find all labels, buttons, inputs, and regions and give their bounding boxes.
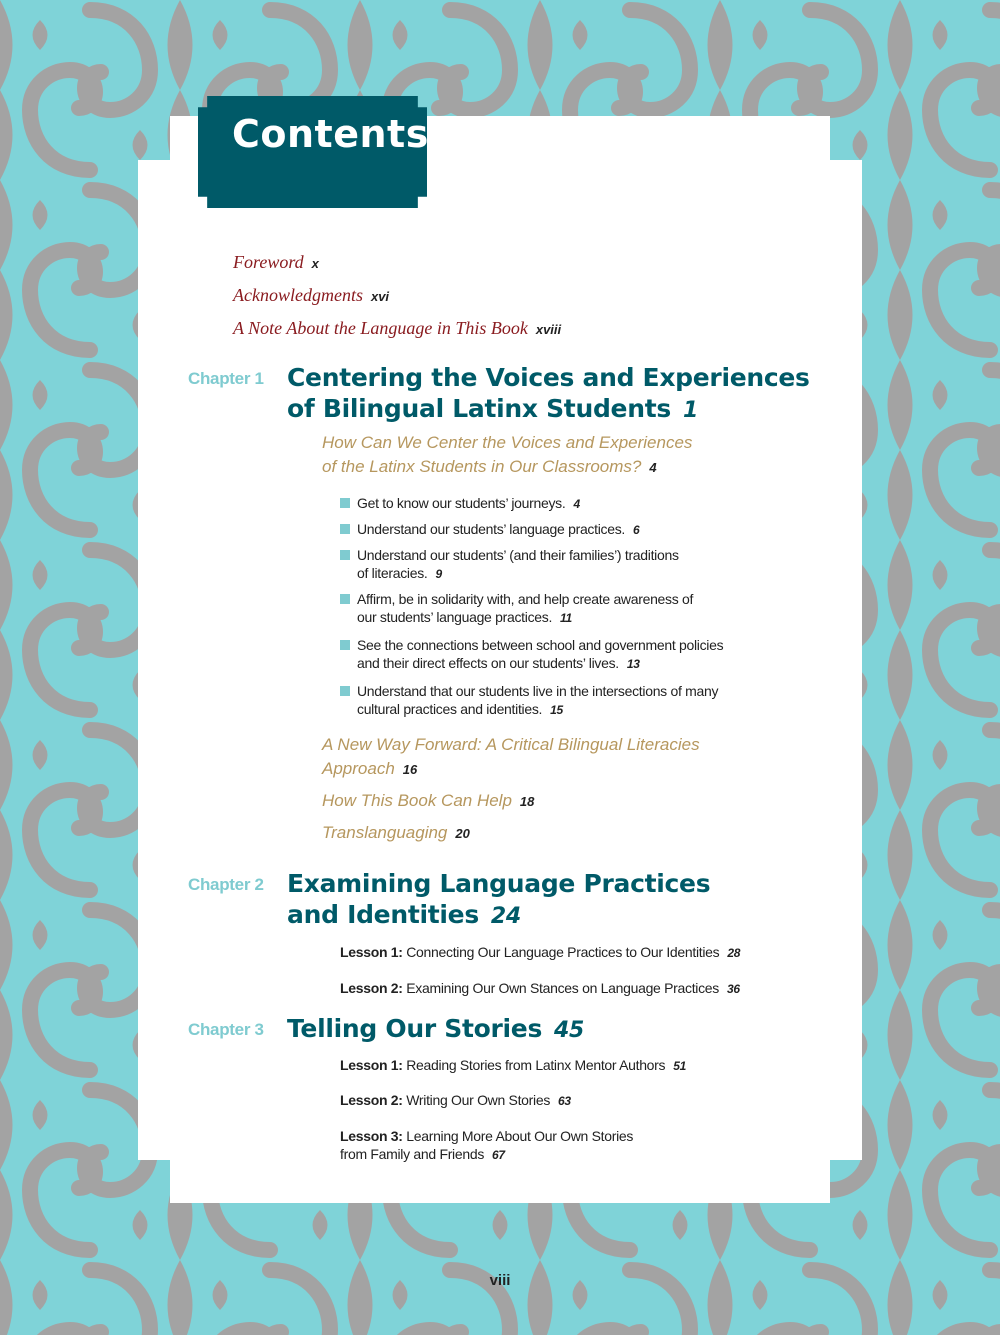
page-number: 16: [402, 762, 418, 777]
page-number: xvi: [370, 289, 390, 304]
lesson-entry[interactable]: [340, 979, 740, 998]
bullet-text: Understand our students’ (and their families’) traditions: [357, 547, 679, 563]
lesson-title: Examining Our Own Stances on Language Practices: [406, 980, 719, 996]
page-number: 18: [519, 794, 535, 809]
toc-entry-foreword[interactable]: [233, 252, 319, 273]
panel-notch: [138, 160, 170, 1160]
chapter-page-number: 24: [490, 904, 521, 929]
bullet-text: and their direct effects on our students’ lives.: [357, 655, 619, 671]
lesson-label: Lesson 2:: [340, 1092, 403, 1108]
page-number: 28: [727, 946, 741, 960]
page-number: 67: [492, 1148, 505, 1162]
lesson-title: Writing Our Own Stories: [406, 1092, 551, 1108]
section-heading[interactable]: [322, 431, 692, 480]
page-number: 51: [673, 1059, 686, 1073]
chapter-label: Chapter 2: [188, 875, 264, 894]
square-bullet-icon: [340, 498, 350, 508]
entry-label: Acknowledgments: [233, 285, 363, 305]
bullet-text: See the connections between school and government policies: [357, 637, 724, 653]
lesson-entry[interactable]: [340, 943, 740, 962]
page-number: 11: [560, 611, 572, 625]
chapter-title[interactable]: [287, 868, 710, 932]
page-number: 4: [649, 460, 657, 475]
square-bullet-icon: [340, 594, 350, 604]
chapter-title-line: Examining Language Practices: [287, 869, 711, 898]
page-folio: viii: [489, 1272, 511, 1289]
chapter-title-line: of Bilingual Latinx Students: [287, 394, 671, 423]
section-heading[interactable]: [322, 821, 470, 846]
square-bullet-icon: [340, 550, 350, 560]
bullet-text: cultural practices and identities.: [357, 701, 543, 717]
page-number: xviii: [535, 322, 562, 337]
section-line: Translanguaging: [322, 823, 448, 842]
chapter-page-number: 1: [682, 398, 698, 423]
bullet-item[interactable]: [342, 546, 679, 583]
square-bullet-icon: [340, 640, 350, 650]
panel-notch: [830, 160, 862, 1160]
entry-label: Foreword: [233, 252, 304, 272]
lesson-entry[interactable]: [340, 1127, 633, 1164]
section-heading[interactable]: [322, 733, 700, 782]
bullet-item[interactable]: [342, 590, 693, 627]
bullet-text: Understand our students’ language practices.: [357, 521, 626, 537]
chapter-title-line: Centering the Voices and Experiences: [287, 363, 810, 392]
page-number: 9: [435, 567, 442, 581]
chapter-title-line: and Identities: [287, 900, 479, 929]
chapter-label: Chapter 1: [188, 369, 264, 388]
chapter-title-line: Telling Our Stories: [287, 1014, 543, 1043]
chapter-title[interactable]: [287, 362, 810, 426]
bullet-text: Understand that our students live in the intersections of many: [357, 683, 719, 699]
bullet-item[interactable]: [342, 494, 580, 513]
page-title: Contents: [232, 112, 429, 156]
section-line: How Can We Center the Voices and Experiences: [322, 433, 693, 452]
chapter-label: Chapter 3: [188, 1020, 264, 1039]
lesson-entry[interactable]: [340, 1091, 571, 1110]
toc-entry-acknowledgments[interactable]: [233, 285, 389, 306]
lesson-label: Lesson 1:: [340, 1057, 403, 1073]
lesson-title: Connecting Our Language Practices to Our Identities: [406, 944, 720, 960]
lesson-title: from Family and Friends: [340, 1146, 485, 1162]
page-number: 15: [550, 703, 563, 717]
bullet-text: our students’ language practices.: [357, 609, 553, 625]
square-bullet-icon: [340, 524, 350, 534]
lesson-title: Learning More About Our Own Stories: [406, 1128, 634, 1144]
section-heading[interactable]: [322, 789, 534, 814]
page-number: 63: [558, 1094, 571, 1108]
entry-label: A Note About the Language in This Book: [233, 318, 528, 338]
page-number: 6: [633, 523, 640, 537]
page-number: 4: [573, 497, 580, 511]
page-number: 13: [626, 657, 640, 671]
section-line: How This Book Can Help: [322, 791, 512, 810]
page-number: 20: [455, 826, 470, 841]
page-number: 36: [727, 982, 740, 996]
lesson-label: Lesson 3:: [340, 1128, 403, 1144]
lesson-entry[interactable]: [340, 1056, 686, 1075]
section-line: A New Way Forward: A Critical Bilingual Literacies: [322, 735, 700, 754]
page-number: x: [311, 256, 319, 271]
section-line: Approach: [322, 759, 395, 778]
toc-entry-language-note[interactable]: [233, 318, 561, 339]
chapter-page-number: 45: [554, 1018, 585, 1043]
bullet-text: Get to know our students’ journeys.: [357, 495, 566, 511]
bullet-text: Affirm, be in solidarity with, and help create awareness of: [357, 591, 694, 607]
lesson-label: Lesson 2:: [340, 980, 403, 996]
chapter-title[interactable]: [287, 1013, 584, 1046]
bullet-item[interactable]: [342, 682, 718, 719]
square-bullet-icon: [340, 686, 350, 696]
bullet-text: of literacies.: [357, 565, 428, 581]
section-line: of the Latinx Students in Our Classrooms?: [322, 457, 642, 476]
bullet-item[interactable]: [342, 636, 723, 673]
lesson-title: Reading Stories from Latinx Mentor Authors: [406, 1057, 666, 1073]
lesson-label: Lesson 1:: [340, 944, 403, 960]
bullet-item[interactable]: [342, 520, 639, 539]
